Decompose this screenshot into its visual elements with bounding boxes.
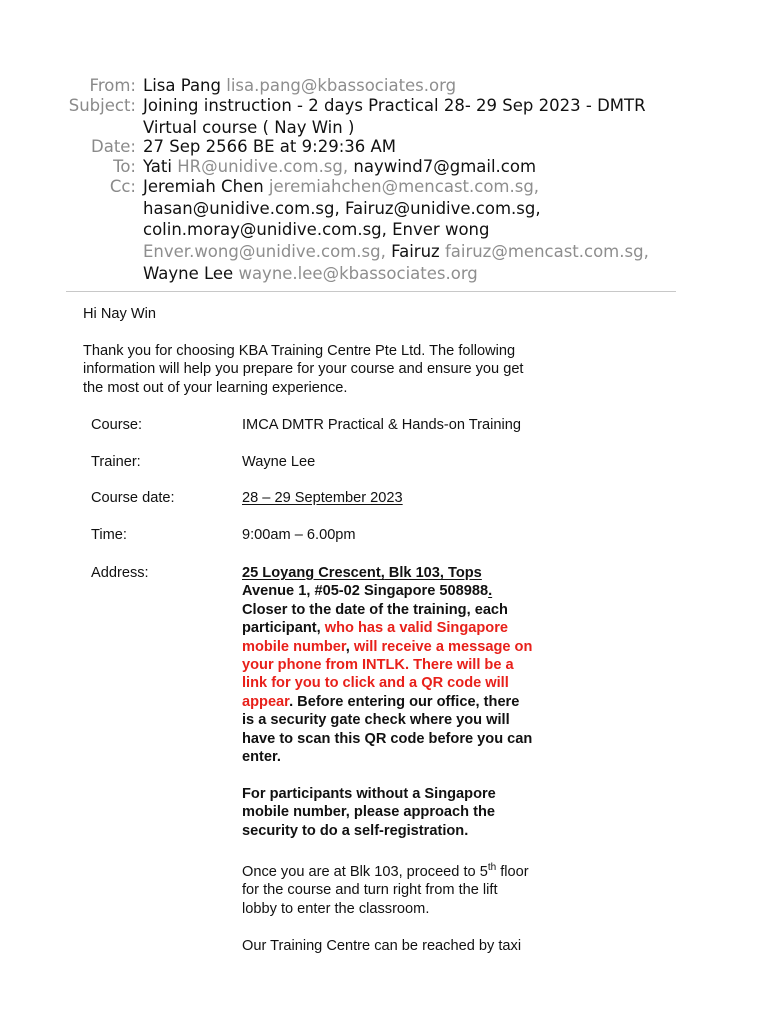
no-sg-number-paragraph bbox=[242, 785, 496, 840]
greeting: Hi Nay Win bbox=[83, 306, 156, 322]
instruction-line bbox=[242, 638, 532, 656]
paragraph-line: security to do a self-registration. bbox=[242, 822, 469, 839]
course-date-value[interactable]: 28 – 29 September 2023 bbox=[242, 490, 403, 506]
subject-label: Subject: bbox=[68, 96, 136, 115]
cc-recipients-line-3[interactable]: colin.moray@unidive.com.sg, Enver wong bbox=[143, 220, 490, 239]
highlight-text: will receive a message on bbox=[353, 638, 533, 655]
course-value: IMCA DMTR Practical & Hands-on Training bbox=[242, 417, 521, 433]
intro-line: information will help you prepare for your course and ensure you get bbox=[83, 361, 524, 378]
trainer-value: Wayne Lee bbox=[242, 454, 316, 470]
address-link[interactable]: 25 Loyang Crescent, bbox=[242, 565, 385, 581]
course-date-label: Course date: bbox=[91, 490, 175, 506]
instruction-text: participant, bbox=[242, 620, 325, 637]
highlight-line: your phone from INTLK. There will be a bbox=[242, 657, 514, 674]
address-link[interactable]: Blk 103, Tops bbox=[384, 565, 482, 581]
cc-recipients-line-2[interactable]: hasan@unidive.com.sg, Fairuz@unidive.com.sg, bbox=[143, 199, 541, 218]
date-value: 27 Sep 2566 BE at 9:29:36 AM bbox=[143, 137, 397, 156]
to-name[interactable]: Yati bbox=[143, 157, 172, 176]
highlight-text: appear bbox=[242, 693, 290, 710]
taxi-paragraph: Our Training Centre can be reached by taxi bbox=[242, 938, 522, 954]
cc-recipient-address[interactable]: wayne.lee@kbassociates.org bbox=[238, 264, 478, 283]
to-label: To: bbox=[113, 157, 136, 176]
address-label: Address: bbox=[91, 565, 149, 581]
instruction-text: . Before entering our office, there bbox=[289, 693, 520, 710]
cc-recipient-name[interactable]: Wayne Lee bbox=[143, 264, 234, 283]
cc-recipient-name[interactable]: Fairuz bbox=[391, 242, 440, 261]
intro-line: the most out of your learning experience. bbox=[83, 379, 348, 396]
cc-recipient-name[interactable]: Jeremiah Chen bbox=[143, 177, 264, 196]
address-line bbox=[242, 582, 532, 600]
address-line bbox=[242, 564, 532, 582]
course-label: Course: bbox=[91, 417, 143, 433]
instruction-text: , bbox=[345, 638, 354, 655]
highlight-text: mobile number bbox=[242, 638, 346, 655]
floor-paragraph bbox=[242, 863, 529, 918]
cc-recipient-address[interactable]: jeremiahchen@mencast.com.sg, bbox=[268, 177, 540, 196]
from-address[interactable]: lisa.pang@kbassociates.org bbox=[226, 76, 457, 95]
trainer-label: Trainer: bbox=[91, 454, 141, 470]
intro-line: Thank you for choosing KBA Training Centre Pte Ltd. The following bbox=[83, 343, 516, 359]
instruction-line bbox=[242, 619, 532, 637]
intro-paragraph bbox=[83, 342, 524, 397]
date-label: Date: bbox=[91, 137, 136, 156]
address-text: . bbox=[488, 583, 493, 600]
ordinal-suffix: th bbox=[487, 862, 497, 874]
from-name[interactable]: Lisa Pang bbox=[143, 76, 221, 95]
header-divider bbox=[66, 291, 676, 292]
floor-text: floor bbox=[496, 864, 529, 880]
instruction-line: enter. bbox=[242, 749, 281, 766]
address-text: Avenue 1, #05-02 Singapore 508988 bbox=[242, 583, 489, 600]
instruction-line bbox=[242, 693, 532, 711]
paragraph-line: lobby to enter the classroom. bbox=[242, 900, 430, 917]
to-address[interactable]: HR@unidive.com.sg, bbox=[177, 157, 349, 176]
time-value: 9:00am – 6.00pm bbox=[242, 527, 356, 543]
address-block bbox=[242, 564, 532, 766]
instruction-line: is a security gate check where you will bbox=[242, 712, 510, 729]
paragraph-line bbox=[242, 863, 529, 881]
from-label: From: bbox=[89, 76, 136, 95]
cc-recipient-address[interactable]: fairuz@mencast.com.sg, bbox=[444, 242, 649, 261]
to-extra-address[interactable]: naywind7@gmail.com bbox=[353, 157, 537, 176]
cc-label: Cc: bbox=[109, 177, 136, 196]
paragraph-line: For participants without a Singapore bbox=[242, 786, 496, 802]
subject-line-1: Joining instruction - 2 days Practical 28- 29 Sep 2023 - DMTR bbox=[143, 96, 646, 115]
floor-text: Once you are at Blk 103, proceed to 5 bbox=[242, 864, 488, 880]
paragraph-line: for the course and turn right from the lift bbox=[242, 882, 498, 899]
subject-line-2: Virtual course ( Nay Win ) bbox=[143, 118, 355, 137]
highlight-text: who has a valid Singapore bbox=[324, 620, 508, 637]
instruction-line: Closer to the date of the training, each bbox=[242, 601, 508, 618]
paragraph-line: mobile number, please approach the bbox=[242, 804, 496, 821]
time-label: Time: bbox=[91, 527, 127, 543]
instruction-line: have to scan this QR code before you can bbox=[242, 730, 533, 747]
highlight-line: link for you to click and a QR code will bbox=[242, 675, 509, 692]
cc-recipient-address[interactable]: Enver.wong@unidive.com.sg, bbox=[143, 242, 386, 261]
